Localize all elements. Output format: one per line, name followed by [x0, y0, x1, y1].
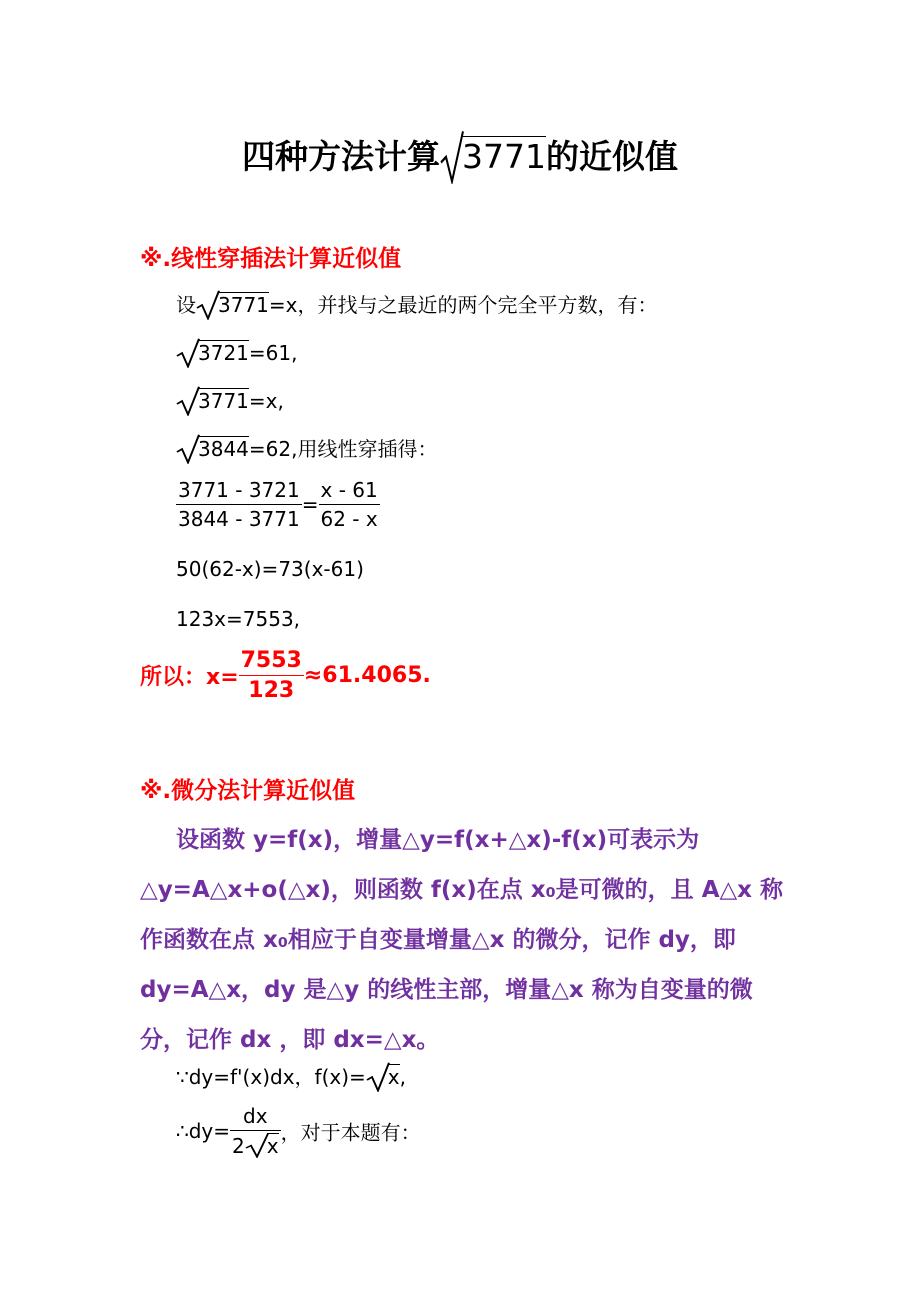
- denominator-coefficient: 2: [232, 1134, 245, 1158]
- line2-suffix: =61,: [248, 341, 298, 365]
- differential-suffix: ，对于本题有：: [280, 1120, 421, 1145]
- result-numerator: 7553: [239, 648, 304, 676]
- sqrt-sign-icon: [366, 1062, 390, 1092]
- section1-line4: [176, 434, 437, 464]
- denominator-sqrt: [245, 1133, 279, 1158]
- line1-prefix: 设: [176, 293, 196, 317]
- proportion-equation: [176, 478, 380, 531]
- title-radicand: 3771: [462, 137, 546, 176]
- sqrt-sign-icon: [176, 338, 200, 368]
- sqrt-sign-icon: [196, 290, 220, 320]
- result-prefix: 所以：x=: [140, 665, 239, 690]
- section1-heading: ※.线性穿插法计算近似值: [140, 246, 402, 272]
- line1-radicand: 3771: [218, 293, 269, 317]
- page-title: [0, 130, 920, 184]
- title-sqrt: [440, 130, 546, 184]
- sqrt-sign-icon: [245, 1133, 269, 1158]
- equals-sign: =: [301, 492, 319, 517]
- fraction-left: [176, 478, 302, 531]
- section2-paragraph-text: 设函数 y=f(x)，增量△y=f(x+△x)-f(x)可表示为△y=A△x+o(△x)，则函数 f(x)在点 x₀是可微的，且 A△x 称作函数在点 x₀相应于自变量增量△x 的微分，记作 dy，即 dy=A△x，dy 是△y 的线性主部，增量△x 称为自变量的微分，记作 dx ，即 dx=△x。: [140, 827, 784, 1053]
- line1-suffix: =x，并找与之最近的两个完全平方数，有：: [268, 293, 658, 317]
- line3-radicand: 3771: [198, 389, 249, 413]
- result-denominator: 123: [248, 678, 295, 703]
- differential-prefix: ∴dy=: [176, 1119, 231, 1143]
- section1-line6: 50(62-x)=73(x-61): [176, 557, 364, 581]
- sqrt-sign-icon: [176, 434, 200, 464]
- fraction-right-denominator: 62 - x: [320, 507, 378, 531]
- result-suffix: ≈61.4065.: [303, 663, 431, 688]
- section2-heading: ※.微分法计算近似值: [140, 778, 356, 804]
- section2-line2: [176, 1104, 421, 1158]
- section1-result: [140, 648, 431, 703]
- title-suffix: 的近似值: [545, 137, 678, 176]
- section1-line3: [176, 386, 284, 416]
- differential-numerator: dx: [230, 1104, 281, 1131]
- fraction-right-numerator: x - 61: [319, 478, 380, 505]
- line2-sqrt: [176, 338, 249, 368]
- section1-line2: [176, 338, 297, 368]
- differential-denominator: [230, 1131, 281, 1158]
- line3-sqrt: [176, 386, 249, 416]
- line4-sqrt: [176, 434, 249, 464]
- derivative-sqrt: [366, 1062, 400, 1092]
- title-prefix: 四种方法计算: [242, 137, 440, 176]
- section1-line7: 123x=7553,: [176, 607, 301, 631]
- derivative-suffix: ,: [399, 1065, 406, 1089]
- line3-suffix: =x,: [248, 389, 284, 413]
- result-fraction: [239, 648, 304, 703]
- section1-line1: [176, 290, 658, 320]
- section2-paragraph: [140, 815, 785, 1065]
- line4-suffix: =62,用线性穿插得：: [248, 437, 438, 461]
- differential-fraction: [230, 1104, 281, 1158]
- sqrt-sign-icon: [176, 386, 200, 416]
- line4-radicand: 3844: [198, 437, 249, 461]
- derivative-radicand: x: [387, 1065, 400, 1089]
- fraction-left-numerator: 3771 - 3721: [176, 478, 302, 505]
- line1-sqrt: [196, 290, 269, 320]
- denominator-radicand: x: [266, 1134, 279, 1158]
- line2-radicand: 3721: [198, 341, 249, 365]
- fraction-right: [319, 478, 380, 531]
- derivative-prefix: ∵dy=f'(x)dx，f(x)=: [176, 1065, 366, 1089]
- fraction-left-denominator: 3844 - 3771: [178, 507, 300, 531]
- section2-line1: [176, 1062, 406, 1092]
- sqrt-sign-icon: [440, 130, 464, 184]
